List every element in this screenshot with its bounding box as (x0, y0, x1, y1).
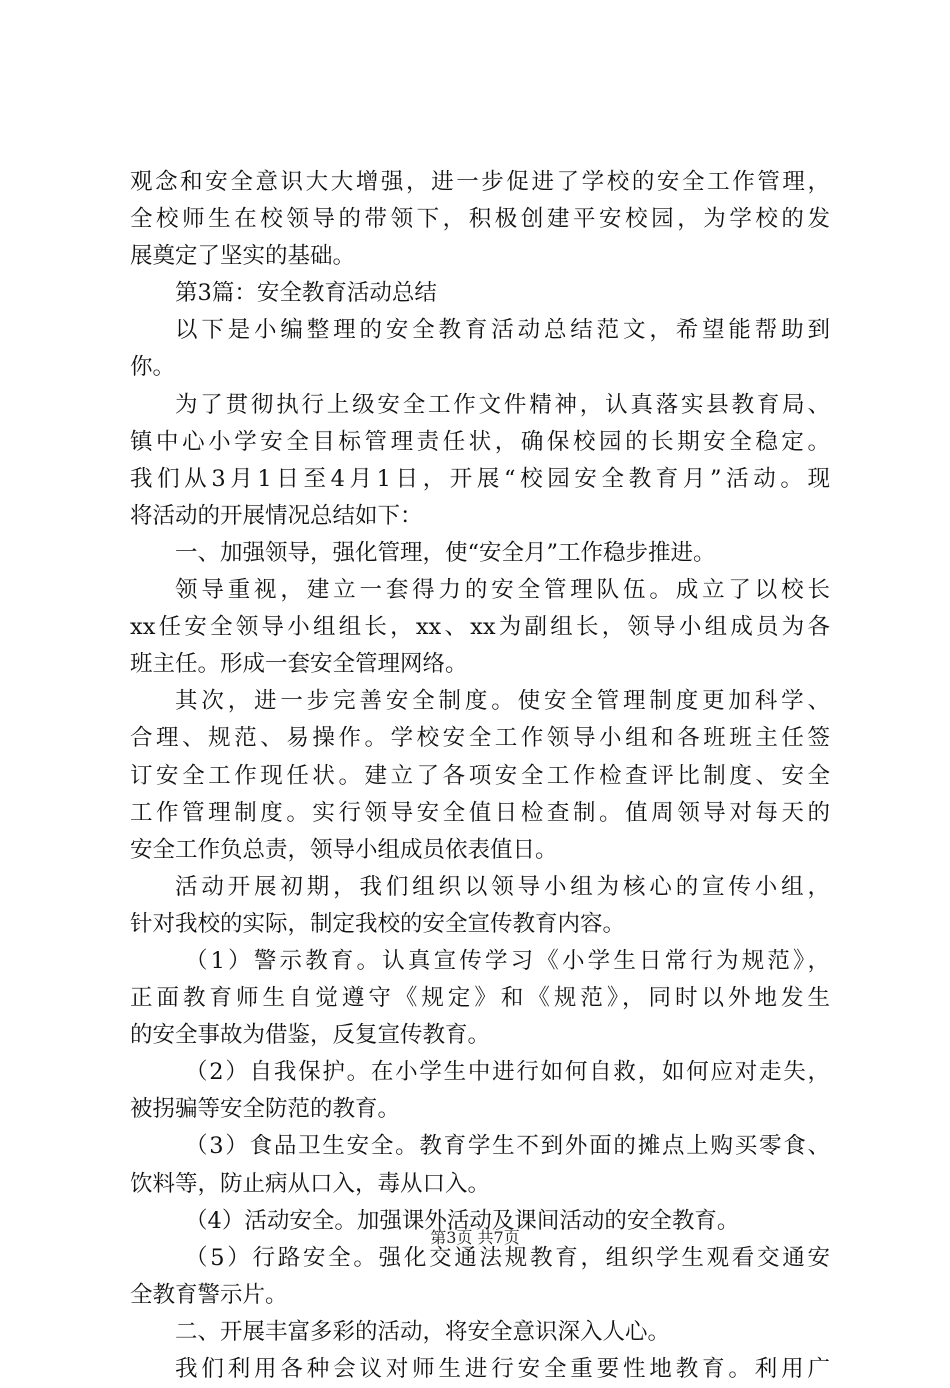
text-line: 订安全工作现任状。建立了各项安全工作检查评比制度、安全 (130, 762, 830, 789)
text-line: 领导重视，建立一套得力的安全管理队伍。成立了以校长 (175, 577, 830, 604)
text-line: 工作管理制度。实行领导安全值日检查制。值周领导对每天的 (130, 799, 830, 826)
text-line: 被拐骗等安全防范的教育。 (130, 1096, 401, 1123)
text-line: 我们从3月1日至4月1日，开展“校园安全教育月”活动。现 (130, 465, 830, 492)
text-line: （1）警示教育。认真宣传学习《小学生日常行为规范》， (185, 947, 830, 974)
text-line: 一、加强领导，强化管理，使“安全月”工作稳步推进。 (175, 539, 716, 566)
text-line: 全教育警示片。 (130, 1281, 288, 1308)
text-line: 我们利用各种会议对师生进行安全重要性地教育。利用广 (175, 1356, 830, 1382)
page-footer: 第3页 共7页 (430, 1228, 520, 1247)
text-line: （3）食品卫生安全。教育学生不到外面的摊点上购买零食、 (185, 1133, 830, 1160)
text-line: （5）行路安全。强化交通法规教育，组织学生观看交通安 (185, 1244, 830, 1271)
text-line: 班主任。形成一套安全管理网络。 (130, 651, 468, 678)
text-line: 你。 (130, 354, 176, 381)
text-line: 为了贯彻执行上级安全工作文件精神，认真落实县教育局、 (175, 391, 830, 418)
text-line: 活动开展初期，我们组织以领导小组为核心的宣传小组， (175, 873, 830, 900)
text-line: 饮料等，防止病从口入，毒从口入。 (130, 1170, 491, 1197)
text-line: 以下是小编整理的安全教育活动总结范文，希望能帮助到 (175, 317, 830, 344)
text-line: 其次，进一步完善安全制度。使安全管理制度更加科学、 (175, 688, 830, 715)
text-line: 将活动的开展情况总结如下： (130, 502, 423, 529)
text-line: 展奠定了坚实的基础。 (130, 243, 356, 270)
text-line: 合理、规范、易操作。学校安全工作领导小组和各班班主任签 (130, 725, 830, 752)
text-line: （4）活动安全。加强课外活动及课间活动的安全教育。 (185, 1207, 740, 1234)
text-line: 安全工作负总责，领导小组成员依表值日。 (130, 836, 558, 863)
text-line: 第3篇：安全教育活动总结 (175, 280, 437, 307)
text-line: 观念和安全意识大大增强，进一步促进了学校的安全工作管理， (130, 169, 830, 195)
text-line: 镇中心小学安全目标管理责任状，确保校园的长期安全稳定。 (130, 428, 830, 455)
text-line: 全校师生在校领导的带领下，积极创建平安校园，为学校的发 (130, 206, 830, 233)
text-line: 二、开展丰富多彩的活动，将安全意识深入人心。 (175, 1318, 671, 1345)
text-line: 的安全事故为借鉴，反复宣传教育。 (130, 1022, 491, 1049)
text-line: xx任安全领导小组组长，xx、xx为副组长，领导小组成员为各 (130, 614, 830, 641)
text-line: （2）自我保护。在小学生中进行如何自救，如何应对走失， (185, 1059, 830, 1086)
document-body (130, 164, 830, 1388)
text-line: 针对我校的实际，制定我校的安全宣传教育内容。 (130, 910, 626, 937)
text-line: 正面教育师生自觉遵守《规定》和《规范》，同时以外地发生 (130, 985, 830, 1012)
